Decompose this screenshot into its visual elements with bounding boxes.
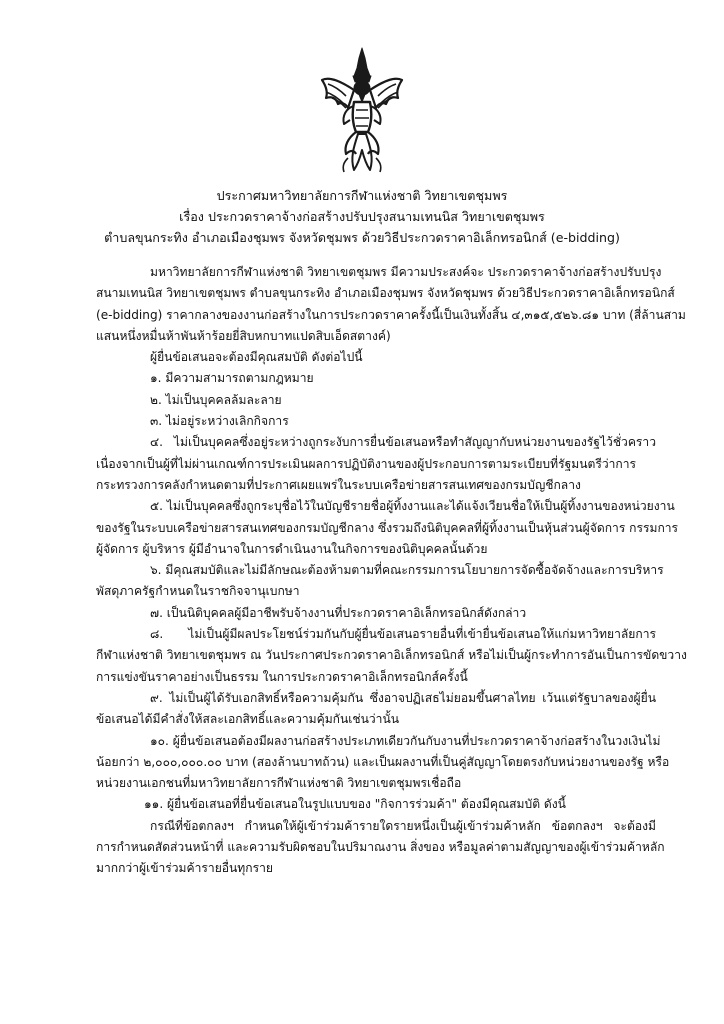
qualification-item-cont: การแข่งขันราคาอย่างเป็นธรรม ในการประกวดราคาอิเล็กทรอนิกส์ครั้งนี้ (96, 669, 468, 684)
qualification-item-cont: เนื่องจากเป็นผู้ที่ไม่ผ่านเกณฑ์การประเมินผลการปฏิบัติงานของผู้ประกอบการตามระเบียบที่รัฐมนตรีว่าการ (96, 456, 637, 471)
joint-venture-clause: มากกว่าผู้เข้าร่วมค้ารายอื่นทุกราย (96, 861, 273, 876)
qualification-item: ๒. ไม่เป็นบุคคลล้มละลาย (150, 392, 282, 407)
qualification-item-cont: ข้อเสนอได้มีคำสั่งให้สละเอกสิทธิ์และความคุ้มกันเช่นว่านั้น (96, 712, 399, 727)
intro-line: สนามเทนนิส วิทยาเขตชุมพร ตำบลขุนกระทิง อำเภอเมืองชุมพร จังหวัดชุมพร ด้วยวิธีประกวดราคาอิเล็กทรอนิกส์ (96, 286, 675, 301)
qualification-item: ๑. มีความสามารถตามกฎหมาย (150, 371, 314, 386)
qualification-item: ๑๐. ผู้ยื่นข้อเสนอต้องมีผลงานก่อสร้างประเภทเดียวกันกับงานที่ประกวดราคาจ้างก่อสร้างในวงเงินไม่ (150, 733, 661, 748)
joint-venture-clause: กรณีที่ข้อตกลงฯ กำหนดให้ผู้เข้าร่วมค้ารายใดรายหนึ่งเป็นผู้เข้าร่วมค้าหลัก ข้อตกลงฯ จะต้องมี (150, 818, 656, 833)
qualification-item-cont: ผู้จัดการ ผู้บริหาร ผู้มีอำนาจในการดำเนินงานในกิจการของนิติบุคคลนั้นด้วย (96, 541, 488, 556)
qualification-item-cont: พัสดุภาครัฐกำหนดในราชกิจจานุเบกษา (96, 584, 300, 599)
joint-venture-clause: การกำหนดสัดส่วนหน้าที่ และความรับผิดชอบในปริมาณงาน สิ่งของ หรือมูลค่าตามสัญญาของผู้เข้าร่วมค้าหลัก (96, 840, 665, 855)
garuda-emblem-icon (320, 46, 404, 176)
qualification-item-cont: น้อยกว่า ๒,๐๐๐,๐๐๐.๐๐ บาท (สองล้านบาทถ้วน) และเป็นผลงานที่เป็นคู่สัญญาโดยตรงกับหน่วยงานของรัฐ หรือ (96, 754, 670, 769)
qualification-item-cont: ของรัฐในระบบเครือข่ายสารสนเทศของกรมบัญชีกลาง ซึ่งรวมถึงนิติบุคคลที่ผู้ทิ้งงานเป็นหุ้นส่วนผู้จัดการ กรรมการ (96, 520, 679, 535)
intro-line: มหาวิทยาลัยการกีฬาแห่งชาติ วิทยาเขตชุมพร มีความประสงค์จะ ประกวดราคาจ้างก่อสร้างปรับปรุง (150, 265, 662, 279)
qualification-item-cont: กีฬาแห่งชาติ วิทยาเขตชุมพร ณ วันประกาศประกวดราคาอิเล็กทรอนิกส์ หรือไม่เป็นผู้กระทำการอันเป็นการขัดขวาง (96, 648, 687, 663)
qualification-item: ๙. ไม่เป็นผู้ได้รับเอกสิทธิ์หรือความคุ้มกัน ซึ่งอาจปฏิเสธไม่ยอมขึ้นศาลไทย เว้นแต่รัฐบาลของผู้ยื่น (150, 690, 656, 705)
intro-line: (e-bidding) ราคากลางของงานก่อสร้างในการประกวดราคาครั้งนี้เป็นเงินทั้งสิ้น ๔,๓๑๕,๕๒๖.๘๑ บาท (สี่ล้านสาม (96, 307, 686, 322)
qualification-item: ๓. ไม่อยู่ระหว่างเลิกกิจการ (150, 414, 289, 429)
announcement-title: ประกาศมหาวิทยาลัยการกีฬาแห่งชาติ วิทยาเขตชุมพร (216, 188, 508, 203)
qualification-item: ๕. ไม่เป็นบุคคลซึ่งถูกระบุชื่อไว้ในบัญชีรายชื่อผู้ทิ้งงานและได้แจ้งเวียนชื่อให้เป็นผู้ทิ้งงานของหน่วยงาน (150, 499, 675, 514)
qualification-item: ๔. ไม่เป็นบุคคลซึ่งอยู่ระหว่างถูกระงับการยื่นข้อเสนอหรือทำสัญญากับหน่วยงานของรัฐไว้ชั่วคราว (150, 435, 656, 450)
qualification-item: ๘. ไม่เป็นผู้มีผลประโยชน์ร่วมกันกับผู้ยื่นข้อเสนอรายอื่นที่เข้ายื่นข้อเสนอให้แก่มหาวิทยาลัยการ (150, 627, 656, 642)
qualification-item: ๗. เป็นนิติบุคคลผู้มีอาชีพรับจ้างงานที่ประกวดราคาอิเล็กทรอนิกส์ดังกล่าว (150, 605, 527, 620)
document-body (96, 262, 687, 880)
qualification-item: ๖. มีคุณสมบัติและไม่มีลักษณะต้องห้ามตามที่คณะกรรมการนโยบายการจัดซื้อจัดจ้างและการบริหาร (150, 563, 664, 578)
qualification-item-cont: กระทรวงการคลังกำหนดตามที่ประกาศเผยแพร่ในระบบเครือข่ายสารสนเทศของกรมบัญชีกลาง (96, 477, 581, 492)
announcement-location: ตำบลขุนกระทิง อำเภอเมืองชุมพร จังหวัดชุมพร ด้วยวิธีประกวดราคาอิเล็กทรอนิกส์ (e-bidding) (104, 230, 620, 245)
qualification-item-cont: หน่วยงานเอกชนที่มหาวิทยาลัยการกีฬาแห่งชาติ วิทยาเขตชุมพรเชื่อถือ (96, 776, 462, 791)
qualifications-intro: ผู้ยื่นข้อเสนอจะต้องมีคุณสมบัติ ดังต่อไปนี้ (150, 350, 363, 365)
announcement-subject: เรื่อง ประกวดราคาจ้างก่อสร้างปรับปรุงสนามเทนนิส วิทยาเขตชุมพร (179, 209, 545, 224)
intro-line: แสนหนึ่งหมื่นห้าพันห้าร้อยยี่สิบหกบาทแปดสิบเอ็ดสตางค์) (96, 328, 391, 343)
qualification-item: ๑๑. ผู้ยื่นข้อเสนอที่ยื่นข้อเสนอในรูปแบบของ "กิจการร่วมค้า" ต้องมีคุณสมบัติ ดังนี้ (144, 797, 566, 812)
